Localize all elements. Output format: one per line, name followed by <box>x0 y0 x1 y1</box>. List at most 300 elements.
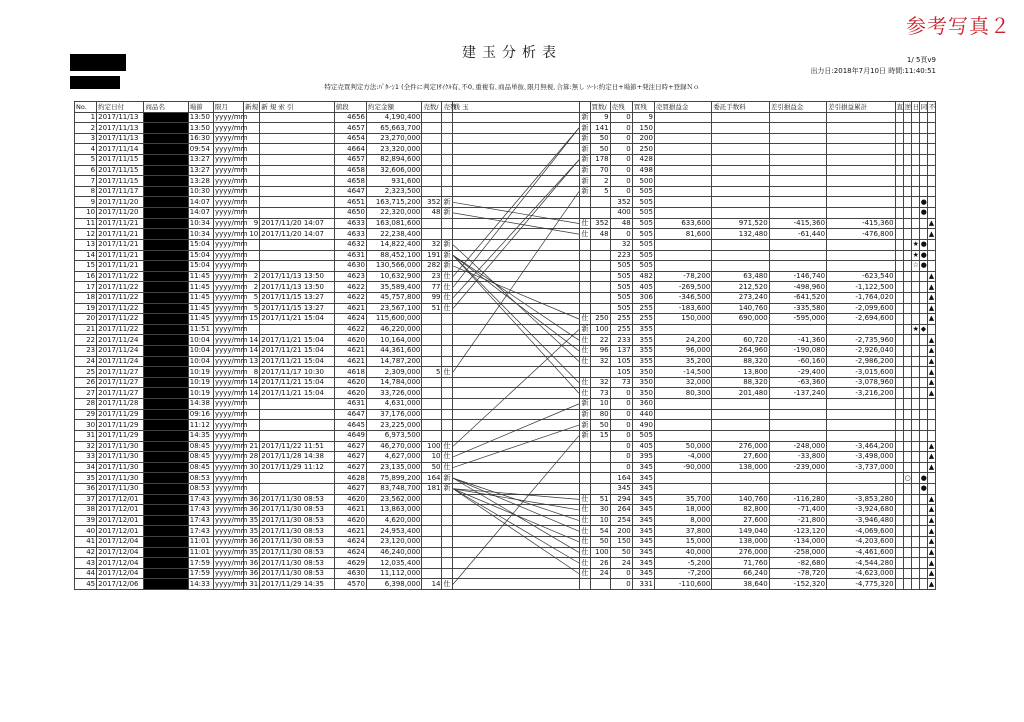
redacted-product-cell <box>144 314 188 325</box>
cell-pl <box>654 133 711 144</box>
cell-price: 4658 <box>334 176 366 187</box>
cell-net <box>769 324 826 335</box>
cell-sell-t <box>442 568 452 579</box>
cell-time: 09:16 <box>188 409 213 420</box>
cell-cum: -623,540 <box>827 271 895 282</box>
cell-sell-t <box>442 430 452 441</box>
redacted-product-cell <box>144 282 188 293</box>
redacted-product-cell <box>144 250 188 261</box>
cell-sell-t <box>442 123 452 134</box>
cell-pl <box>654 250 711 261</box>
cell-buy-t: 新 <box>581 112 589 121</box>
cell-m2 <box>903 388 911 399</box>
cell-s-rem: 294 <box>610 494 632 505</box>
cell-buy-n <box>590 282 610 293</box>
cell-pl <box>654 112 711 123</box>
cell-m3 <box>911 335 919 346</box>
cell-buy-n: 178 <box>590 155 610 166</box>
cell-date: 2017/11/29 <box>97 430 144 441</box>
cell-no: 25 <box>75 367 97 378</box>
cell-m5 <box>927 155 935 166</box>
cell-m2 <box>903 123 911 134</box>
cell-date: 2017/11/22 <box>97 292 144 303</box>
cell-m1 <box>895 292 903 303</box>
cell-time: 13:27 <box>188 155 213 166</box>
cell-buy-n: 54 <box>590 526 610 537</box>
link-area-cell <box>452 536 580 547</box>
cell-net <box>769 133 826 144</box>
table-row <box>75 282 936 293</box>
table-row <box>75 123 936 134</box>
cell-pl: 40,000 <box>654 547 711 558</box>
cell-b-rem: 355 <box>632 324 654 335</box>
cell-ref-no: 36 <box>244 536 260 547</box>
cell-m1 <box>895 155 903 166</box>
cell-price: 4654 <box>334 133 366 144</box>
cell-m4 <box>919 505 927 516</box>
cell-m4: ● <box>920 484 927 493</box>
cell-m1 <box>895 526 903 537</box>
cell-pl: -183,600 <box>654 303 711 314</box>
cell-m2 <box>903 515 911 526</box>
cell-buy-t: 新 <box>581 420 589 429</box>
cell-b-rem: 482 <box>632 271 654 282</box>
cell-ref-dt <box>260 133 335 144</box>
cell-pl: -4,000 <box>654 452 711 463</box>
cell-date: 2017/11/29 <box>97 420 144 431</box>
cell-s-rem: 0 <box>610 388 632 399</box>
cell-pl: -269,500 <box>654 282 711 293</box>
cell-sell-t <box>442 346 452 357</box>
cell-date: 2017/11/27 <box>97 377 144 388</box>
cell-m2 <box>903 367 911 378</box>
cell-buy-t <box>580 261 590 272</box>
cell-net <box>769 399 826 410</box>
redacted-product-cell <box>144 303 188 314</box>
cell-month: yyyy/mm <box>214 229 248 238</box>
cell-time: 10:04 <box>188 346 213 357</box>
cell-amount: 14,787,200 <box>366 356 421 367</box>
cell-m4: ● <box>920 240 927 249</box>
cell-sell-n: 191 <box>422 250 442 261</box>
cell-sell-t <box>442 229 452 240</box>
cell-buy-n: 250 <box>590 314 610 325</box>
cell-price: 4645 <box>334 420 366 431</box>
cell-b-rem: 350 <box>632 388 654 399</box>
cell-amount: 11,112,000 <box>366 568 421 579</box>
cell-buy-t <box>580 452 590 463</box>
redacted-product-cell <box>144 155 188 166</box>
cell-time: 17:43 <box>188 505 213 516</box>
cell-cum: -1,764,020 <box>827 292 895 303</box>
cell-buy-n <box>590 441 610 452</box>
cell-buy-t <box>580 579 590 590</box>
cell-pl: -7,200 <box>654 568 711 579</box>
cell-pl <box>654 483 711 494</box>
cell-m5: ▲ <box>928 547 935 556</box>
redacted-product-cell <box>144 197 188 208</box>
cell-sell-n <box>422 409 442 420</box>
cell-buy-t: 仕 <box>581 558 589 567</box>
cell-net <box>769 155 826 166</box>
cell-buy-n: 9 <box>590 112 610 123</box>
cell-ref-no: 14 <box>244 346 260 357</box>
cell-sell-n: 51 <box>422 303 442 314</box>
cell-m4: ● <box>920 261 927 270</box>
cell-m3 <box>911 558 919 569</box>
cell-m4 <box>919 536 927 547</box>
cell-m5 <box>927 112 935 123</box>
cell-m3 <box>911 494 919 505</box>
cell-buy-n: 141 <box>590 123 610 134</box>
cell-price: 4624 <box>334 547 366 558</box>
cell-s-rem: 200 <box>610 526 632 537</box>
cell-m5: ▲ <box>928 494 935 503</box>
cell-s-rem: 150 <box>610 536 632 547</box>
cell-m4 <box>919 547 927 558</box>
cell-s-rem: 0 <box>610 452 632 463</box>
cell-m3 <box>911 292 919 303</box>
cell-buy-t: 仕 <box>581 356 589 365</box>
cell-m5: ▲ <box>928 293 935 302</box>
table-row <box>75 239 936 250</box>
column-header: 差引損益金 <box>769 102 826 113</box>
cell-date: 2017/11/30 <box>97 441 144 452</box>
cell-ref-dt <box>260 250 335 261</box>
cell-buy-n: 96 <box>590 346 610 357</box>
cell-month: yyyy/mm <box>214 367 248 376</box>
cell-m1 <box>895 579 903 590</box>
cell-month: yyyy/mm <box>214 409 248 418</box>
cell-amount: 44,361,600 <box>366 346 421 357</box>
cell-net <box>769 473 826 484</box>
cell-b-rem: 505 <box>632 218 654 229</box>
cell-ref-dt <box>260 420 335 431</box>
cell-amount: 23,120,000 <box>366 536 421 547</box>
cell-price: 4650 <box>334 208 366 219</box>
cell-no: 44 <box>75 568 97 579</box>
cell-price: 4631 <box>334 250 366 261</box>
cell-m4 <box>919 335 927 346</box>
cell-fee: 60,720 <box>712 335 769 346</box>
cell-date: 2017/11/20 <box>97 197 144 208</box>
cell-m2 <box>903 197 911 208</box>
cell-amount: 931,600 <box>366 176 421 187</box>
cell-cum: -3,464,200 <box>827 441 895 452</box>
cell-m5: ▲ <box>928 229 935 238</box>
cell-s-rem: 254 <box>610 515 632 526</box>
cell-buy-n: 50 <box>590 536 610 547</box>
print-date: 出力日:2018年7月10日 時間:11:40:51 <box>810 67 936 75</box>
link-area-cell <box>452 494 580 505</box>
cell-time: 11:01 <box>188 547 213 558</box>
cell-fee: 132,480 <box>712 229 769 240</box>
cell-month: yyyy/mm <box>214 187 248 196</box>
cell-m4 <box>919 409 927 420</box>
cell-fee: 264,960 <box>712 346 769 357</box>
cell-amount: 83,748,700 <box>366 483 421 494</box>
link-area-cell <box>452 229 580 240</box>
cell-sell-n <box>422 558 442 569</box>
cell-amount: 23,225,000 <box>366 420 421 431</box>
cell-m5: ▲ <box>928 452 935 461</box>
cell-m4 <box>919 462 927 473</box>
cell-price: 4651 <box>334 197 366 208</box>
table-row <box>75 441 936 452</box>
cell-cum <box>827 176 895 187</box>
cell-m3 <box>911 356 919 367</box>
cell-buy-t: 仕 <box>581 378 589 387</box>
cell-m2 <box>903 176 911 187</box>
cell-m5 <box>927 165 935 176</box>
cell-no: 24 <box>75 356 97 367</box>
cell-ref-no: 8 <box>244 367 260 378</box>
cell-time: 17:59 <box>188 568 213 579</box>
cell-buy-t: 仕 <box>581 229 589 238</box>
cell-s-rem: 505 <box>610 282 632 293</box>
cell-amount: 163,715,200 <box>366 197 421 208</box>
cell-buy-t: 仕 <box>581 526 589 535</box>
cell-date: 2017/11/22 <box>97 314 144 325</box>
cell-ref-dt: 2017/11/30 08:53 <box>260 494 335 505</box>
cell-pl: -90,000 <box>654 462 711 473</box>
redacted-product-cell <box>144 377 188 388</box>
cell-m1 <box>895 335 903 346</box>
cell-month: yyyy/mm <box>214 219 248 227</box>
cell-no: 40 <box>75 526 97 537</box>
cell-buy-n <box>590 303 610 314</box>
cell-date: 2017/11/30 <box>97 483 144 494</box>
cell-s-rem: 233 <box>610 335 632 346</box>
cell-cum <box>827 208 895 219</box>
table-row <box>75 367 936 378</box>
cell-pl <box>654 186 711 197</box>
table-row <box>75 186 936 197</box>
cell-month: yyyy/mm <box>214 537 248 546</box>
cell-sell-t: 仕 <box>443 441 451 450</box>
cell-ref-dt: 2017/11/30 08:53 <box>260 547 335 558</box>
cell-m2 <box>903 452 911 463</box>
cell-fee: 276,000 <box>712 547 769 558</box>
cell-m5: ▲ <box>928 314 935 323</box>
table-row <box>75 388 936 399</box>
cell-ref-no: 35 <box>244 526 260 537</box>
cell-fee <box>712 144 769 155</box>
cell-m4 <box>919 186 927 197</box>
cell-date: 2017/11/22 <box>97 303 144 314</box>
cell-sell-n <box>422 314 442 325</box>
cell-m1 <box>895 399 903 410</box>
cell-amount: 14,784,000 <box>366 377 421 388</box>
cell-amount: 37,176,000 <box>366 409 421 420</box>
cell-m5: ▲ <box>928 537 935 546</box>
cell-cum: -476,800 <box>827 229 895 240</box>
cell-buy-t <box>580 282 590 293</box>
cell-amount: 4,190,400 <box>366 112 421 123</box>
cell-m5 <box>927 208 935 219</box>
cell-ref-dt: 2017/11/21 15:04 <box>260 314 335 325</box>
cell-sell-t <box>442 314 452 325</box>
link-area-cell <box>452 399 580 410</box>
cell-buy-t: 仕 <box>581 388 589 397</box>
cell-price: 4621 <box>334 346 366 357</box>
cell-m5: ▲ <box>928 441 935 450</box>
link-area-cell <box>452 250 580 261</box>
cell-price: 4658 <box>334 165 366 176</box>
cell-sell-n: 282 <box>422 261 442 272</box>
cell-date: 2017/11/24 <box>97 346 144 357</box>
link-area-cell <box>452 324 580 335</box>
cell-month: yyyy/mm <box>214 526 248 535</box>
link-area-cell <box>452 356 580 367</box>
cell-m4 <box>919 441 927 452</box>
column-header: 差引損益累計 <box>827 102 895 113</box>
cell-sell-n <box>422 155 442 166</box>
cell-sell-t: 新 <box>443 197 451 206</box>
cell-ref-dt <box>260 399 335 410</box>
cell-m2 <box>903 377 911 388</box>
cell-ref-no: 2 <box>244 282 260 293</box>
cell-cum: -4,203,600 <box>827 536 895 547</box>
cell-time: 11:51 <box>188 324 213 335</box>
cell-buy-n: 32 <box>590 377 610 388</box>
cell-date: 2017/11/22 <box>97 324 144 335</box>
cell-ref-dt <box>260 155 335 166</box>
cell-date: 2017/11/24 <box>97 335 144 346</box>
cell-m3 <box>911 155 919 166</box>
cell-m2 <box>903 155 911 166</box>
cell-ref-no: 21 <box>244 441 260 452</box>
cell-time: 13:27 <box>188 165 213 176</box>
cell-m5: ▲ <box>928 282 935 291</box>
cell-amount: 45,757,800 <box>366 292 421 303</box>
cell-price: 4621 <box>334 505 366 516</box>
cell-amount: 23,270,000 <box>366 133 421 144</box>
cell-m1 <box>895 282 903 293</box>
cell-time: 17:43 <box>188 515 213 526</box>
link-area-cell <box>452 144 580 155</box>
cell-amount: 115,600,000 <box>366 314 421 325</box>
table-row <box>75 324 936 335</box>
link-area-cell <box>452 430 580 441</box>
cell-m5: ▲ <box>928 378 935 387</box>
cell-month: yyyy/mm <box>214 303 248 312</box>
cell-m4 <box>919 568 927 579</box>
cell-ref-no: 31 <box>244 579 260 590</box>
cell-m4 <box>919 176 927 187</box>
cell-m4 <box>919 218 927 229</box>
cell-m1 <box>895 133 903 144</box>
cell-amount: 6,973,500 <box>366 430 421 441</box>
cell-price: 4657 <box>334 123 366 134</box>
cell-no: 3 <box>75 133 97 144</box>
cell-s-rem: 505 <box>610 303 632 314</box>
cell-m5: ▲ <box>928 346 935 355</box>
cell-m1 <box>895 420 903 431</box>
cell-fee: 82,800 <box>712 505 769 516</box>
cell-ref-no: 10 <box>244 229 260 240</box>
cell-cum <box>827 409 895 420</box>
cell-time: 11:45 <box>188 314 213 325</box>
cell-ref-dt: 2017/11/21 15:04 <box>260 388 335 399</box>
link-area-cell <box>452 133 580 144</box>
cell-m3 <box>911 218 919 229</box>
column-header: 同 <box>920 102 928 111</box>
cell-b-rem: 355 <box>632 335 654 346</box>
cell-buy-t <box>580 197 590 208</box>
cell-price: 4622 <box>334 292 366 303</box>
cell-m1 <box>895 377 903 388</box>
cell-no: 13 <box>75 239 97 250</box>
cell-b-rem: 440 <box>632 409 654 420</box>
cell-time: 10:30 <box>188 186 213 197</box>
cell-m5 <box>927 176 935 187</box>
cell-amount: 46,220,000 <box>366 324 421 335</box>
cell-time: 10:04 <box>188 356 213 367</box>
cell-m3 <box>911 123 919 134</box>
cell-sell-n <box>422 430 442 441</box>
cell-fee: 201,480 <box>712 388 769 399</box>
cell-m1 <box>895 536 903 547</box>
cell-buy-t: 新 <box>581 134 589 143</box>
cell-time: 13:50 <box>188 123 213 134</box>
cell-m4 <box>919 377 927 388</box>
cell-b-rem: 350 <box>632 377 654 388</box>
cell-price: 4620 <box>334 494 366 505</box>
cell-buy-t: 新 <box>581 155 589 164</box>
cell-cum: -2,926,040 <box>827 346 895 357</box>
cell-buy-n: 2 <box>590 176 610 187</box>
reference-photo-label: 参考写真２ <box>906 14 1011 38</box>
cell-net: -415,360 <box>769 218 826 229</box>
cell-ref-no: 35 <box>244 515 260 526</box>
cell-m2 <box>903 165 911 176</box>
link-area-cell <box>452 367 580 378</box>
cell-m5: ▲ <box>928 388 935 397</box>
cell-date: 2017/11/13 <box>97 133 144 144</box>
cell-month: yyyy/mm <box>214 431 248 440</box>
cell-m5 <box>927 483 935 494</box>
cell-price: 4656 <box>334 112 366 123</box>
cell-buy-t: 仕 <box>581 494 589 503</box>
table-row <box>75 547 936 558</box>
table-row <box>75 271 936 282</box>
cell-b-rem: 250 <box>632 144 654 155</box>
cell-b-rem: 150 <box>632 123 654 134</box>
cell-no: 42 <box>75 547 97 558</box>
cell-b-rem: 405 <box>632 282 654 293</box>
cell-no: 8 <box>75 186 97 197</box>
cell-no: 2 <box>75 123 97 134</box>
cell-month: yyyy/mm <box>214 484 248 493</box>
cell-time: 09:54 <box>188 144 213 155</box>
cell-m5: ▲ <box>928 272 935 281</box>
cell-no: 38 <box>75 505 97 516</box>
cell-m3 <box>911 112 919 123</box>
cell-price: 4629 <box>334 558 366 569</box>
cell-net: -498,960 <box>769 282 826 293</box>
cell-m2 <box>903 218 911 229</box>
cell-pl: 37,800 <box>654 526 711 537</box>
redacted-product-cell <box>144 229 188 240</box>
redacted-product-cell <box>144 526 188 537</box>
cell-sell-n <box>422 133 442 144</box>
cell-b-rem: 490 <box>632 420 654 431</box>
cell-amount: 75,899,200 <box>366 473 421 484</box>
cell-pl <box>654 399 711 410</box>
cell-time: 15:04 <box>188 250 213 261</box>
cell-no: 39 <box>75 515 97 526</box>
